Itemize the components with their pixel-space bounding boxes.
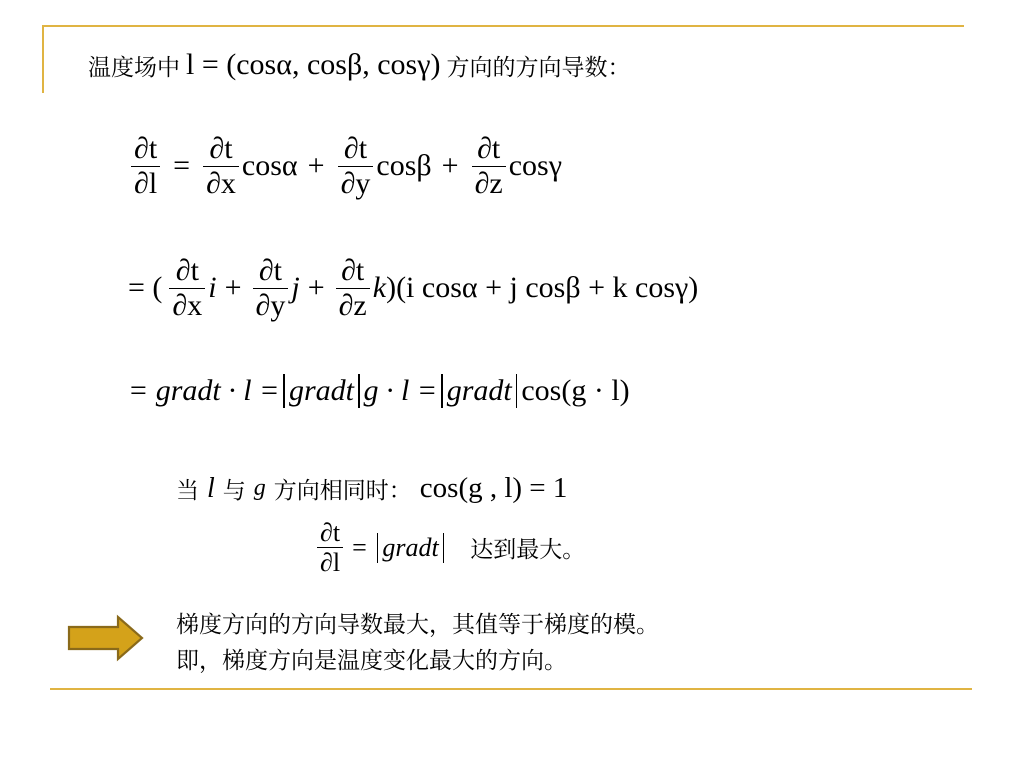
frac-dt-dy: $\frac{\partial t}{\partial y}$	[338, 132, 374, 200]
unit-k: k	[372, 271, 387, 305]
condition-when: 当	[176, 478, 199, 504]
heading-formula: l = (cosα, cosβ, cosγ)	[186, 48, 441, 81]
condition-with: 与	[222, 478, 246, 504]
heading	[88, 48, 630, 82]
result-text: 达到最大。	[470, 537, 586, 564]
abs-bar-left	[441, 374, 443, 408]
plus-sign: +	[307, 149, 325, 183]
equation-2	[128, 254, 698, 322]
unit-j: j	[291, 271, 300, 305]
abs-bar-right	[358, 374, 360, 408]
right-arrow-icon	[66, 614, 146, 662]
heading-prefix: 温度场中	[88, 54, 180, 81]
left-rule	[42, 25, 44, 93]
equation-1	[128, 132, 562, 200]
cos-alpha: cosα	[241, 149, 298, 183]
condition-formula: cos(g , l) = 1	[419, 472, 568, 504]
plus-sign: +	[224, 271, 242, 305]
arrow-shape	[69, 617, 142, 659]
frac-dt-dl: $\frac{\partial t}{\partial l}$	[317, 518, 343, 577]
bottom-rule	[50, 688, 972, 690]
abs-bar-left	[377, 533, 379, 563]
condition-l: l	[207, 472, 215, 504]
heading-suffix: 方向的方向导数：	[446, 54, 631, 81]
equals-open-paren: = (	[128, 271, 163, 305]
abs-bar-right	[516, 374, 518, 408]
eq3-part3: cos(g · l)	[521, 374, 630, 407]
plus-sign: +	[441, 149, 459, 183]
plus-sign: +	[307, 271, 325, 305]
result-line	[314, 518, 585, 577]
conclusion-line-1: 梯度方向的方向导数最大，其值等于梯度的模。	[176, 612, 659, 638]
condition-g: g	[253, 475, 266, 501]
equals-sign: =	[352, 532, 367, 562]
frac-dt-dx: $\frac{\partial t}{\partial x}$	[169, 254, 205, 322]
condition-text: 方向相同时：	[273, 478, 412, 504]
condition-line	[176, 472, 567, 505]
cos-gamma: cosγ	[508, 149, 562, 183]
equation-3	[128, 374, 630, 408]
result-grad: gradt	[382, 532, 439, 562]
top-rule	[42, 25, 964, 27]
frac-dt-dz: $\frac{\partial t}{\partial z}$	[336, 254, 370, 322]
abs-bar-left	[283, 374, 285, 408]
frac-dt-dx: $\frac{\partial t}{\partial x}$	[203, 132, 239, 200]
eq3-grad-a: gradt	[288, 374, 354, 407]
eq3-grad-b: gradt	[446, 374, 512, 407]
equals-sign: =	[173, 149, 191, 183]
eq3-part1: = gradt · l =	[128, 374, 280, 407]
frac-dt-dy: $\frac{\partial t}{\partial y}$	[253, 254, 289, 322]
unit-i: i	[208, 271, 217, 305]
abs-bar-right	[443, 533, 445, 563]
frac-dt-dz: $\frac{\partial t}{\partial z}$	[472, 132, 506, 200]
conclusion-line-2: 即，梯度方向是温度变化最大的方向。	[176, 648, 567, 674]
direction-vector: )(i cosα + j cosβ + k cosγ)	[386, 271, 699, 305]
frac-dt-dl: $\frac{\partial t}{\partial l}$	[131, 132, 160, 200]
cos-beta: cosβ	[376, 149, 432, 183]
eq3-part2: g · l =	[363, 374, 438, 407]
